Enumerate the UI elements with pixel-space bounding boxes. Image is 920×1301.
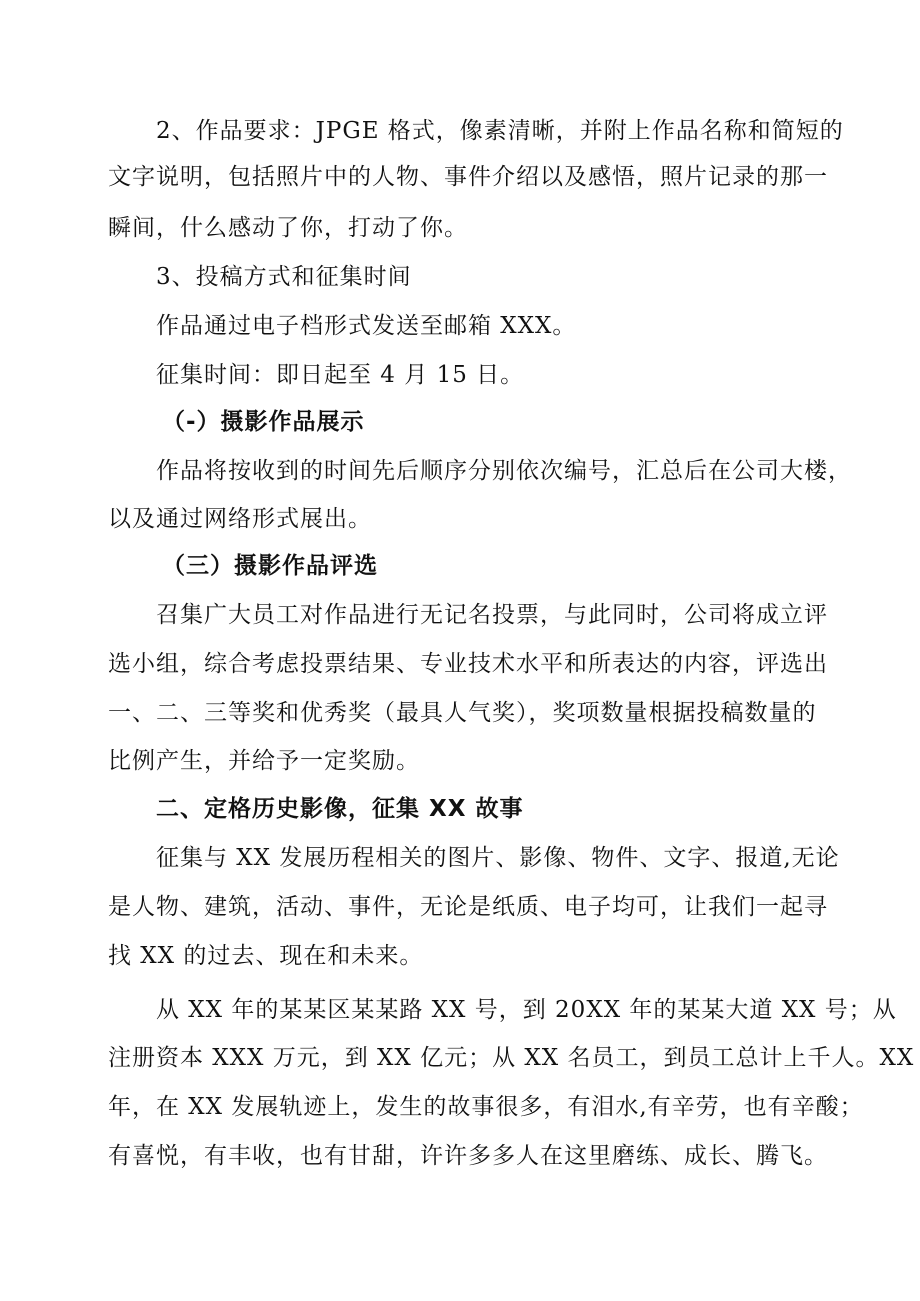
paragraph-line: 2、作品要求：JPGE 格式，像素清晰，并附上作品名称和简短的 [156,118,844,144]
paragraph-line: 征集时间：即日起至 4 月 15 日。 [156,362,525,388]
paragraph-line: 作品通过电子档形式发送至邮箱 XXX。 [156,313,577,339]
paragraph-line: 是人物、建筑，活动、事件，无论是纸质、电子均可，让我们一起寻 [108,894,828,920]
paragraph-line: 有喜悦，有丰收，也有甘甜，许许多多人在这里磨练、成长、腾飞。 [108,1143,828,1169]
paragraph-line: 从 XX 年的某某区某某路 XX 号，到 20XX 年的某某大道 XX 号；从 [156,997,897,1023]
paragraph-line: 以及通过网络形式展出。 [108,506,372,532]
section-item-title: 3、投稿方式和征集时间 [156,264,412,290]
paragraph-line: 年，在 XX 发展轨迹上，发生的故事很多，有泪水,有辛劳，也有辛酸； [108,1094,864,1120]
paragraph-line: 注册资本 XXX 万元，到 XX 亿元；从 XX 名员工，到员工总计上千人。XX [108,1045,915,1071]
paragraph-line: 召集广大员工对作品进行无记名投票，与此同时，公司将成立评 [156,602,828,628]
paragraph-line: 瞬间，什么感动了你，打动了你。 [108,215,468,241]
section-heading: （三）摄影作品评选 [162,553,378,579]
section-heading: （-）摄影作品展示 [162,409,365,435]
paragraph-line: 找 XX 的过去、现在和未来。 [108,943,424,969]
paragraph-line: 一、二、三等奖和优秀奖（最具人气奖），奖项数量根据投稿数量的 [108,700,817,726]
paragraph-line: 比例产生，并给予一定奖励。 [108,748,420,774]
paragraph-line: 选小组，综合考虑投票结果、专业技术水平和所表达的内容，评选出 [108,651,828,677]
paragraph-line: 作品将按收到的时间先后顺序分别依次编号，汇总后在公司大楼， [156,458,852,484]
main-section-heading: 二、定格历史影像，征集 XX 故事 [156,796,524,822]
paragraph-line: 征集与 XX 发展历程相关的图片、影像、物件、文字、报道,无论 [156,845,840,871]
paragraph-line: 文字说明，包括照片中的人物、事件介绍以及感悟，照片记录的那一 [108,164,828,190]
